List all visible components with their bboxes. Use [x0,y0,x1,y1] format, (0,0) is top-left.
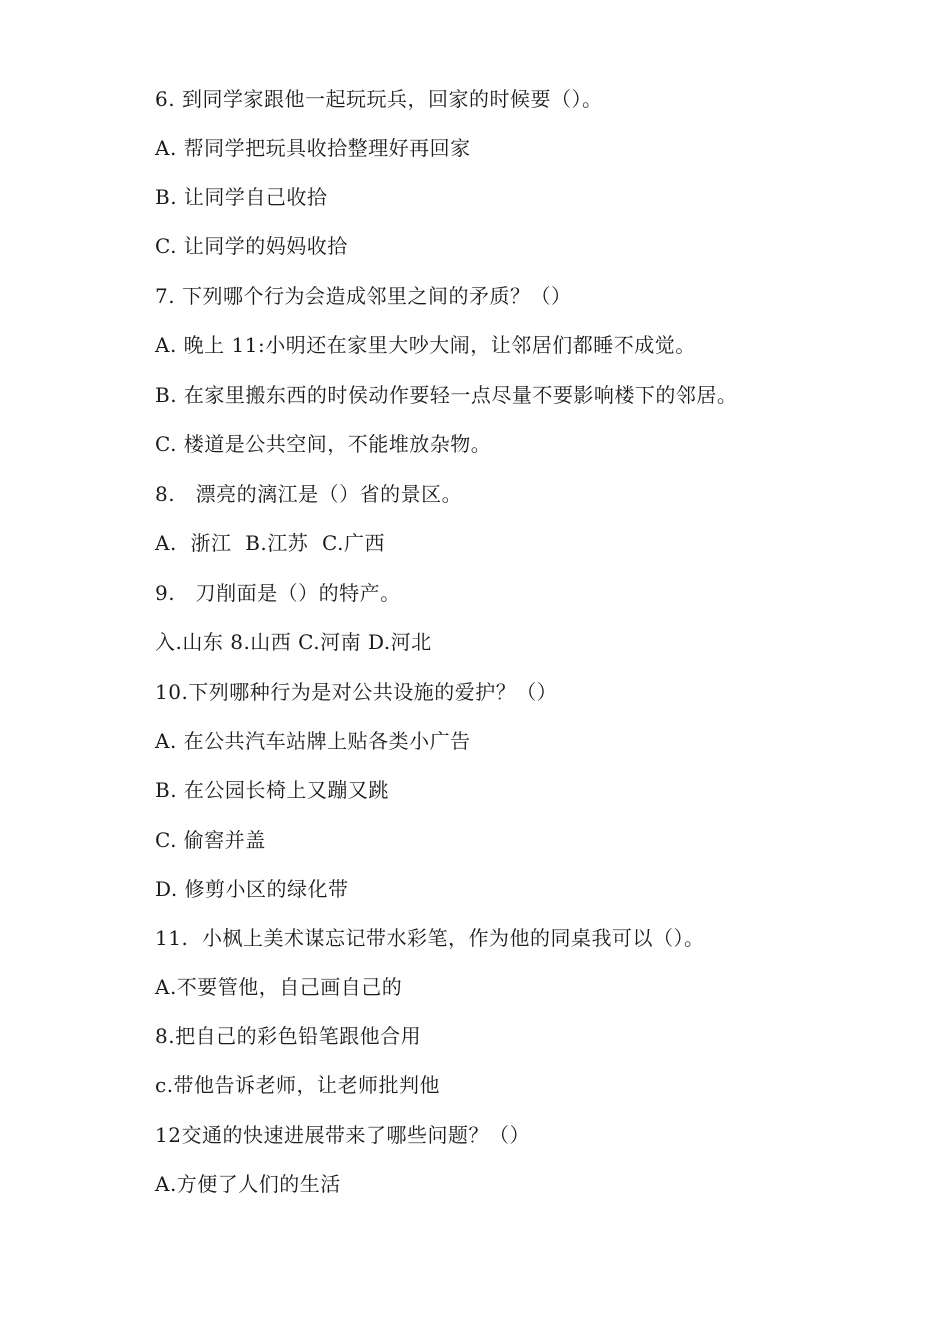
q10-option-c: C. 偷窖并盖 [155,828,266,852]
q6-option-a: A. 帮同学把玩具收拾整理好再回家 [155,136,471,160]
q11-option-a: A.不要管他，自己画自己的 [155,975,403,999]
q10-option-a: A. 在公共汽车站牌上贴各类小广告 [155,729,471,753]
q8-options: A. 浙江 B.江苏 C.广西 [155,531,385,555]
q11-option-b: 8.把自己的彩色铅笔跟他合用 [155,1024,422,1048]
q10-option-b: B. 在公园长椅上又蹦又跳 [155,778,389,802]
q10-option-d: D. 修剪小区的绿化带 [155,877,349,901]
q7-option-b: B. 在家里搬东西的时侯动作要轻一点尽量不要影响楼下的邻居。 [155,383,738,407]
q11-option-c: c.带他告诉老师，让老师批判他 [155,1073,441,1097]
question-10: 10.下列哪种行为是对公共设施的爱护？（） [155,680,558,704]
question-12: 12交通的快速进展带来了哪些问题？（） [155,1123,530,1147]
question-7: 7. 下列哪个行为会造成邻里之间的矛质？（） [155,284,572,308]
q12-option-a: A.方便了人们的生活 [155,1172,341,1196]
q7-option-c: C. 楼道是公共空间，不能堆放杂物。 [155,432,492,456]
q6-option-b: B. 让同学自己收拾 [155,185,328,209]
question-8: 8. 漂亮的漓江是（）省的景区。 [155,482,463,506]
question-11: 11. 小枫上美术谋忘记带水彩笔，作为他的同桌我可以（）。 [155,926,705,950]
q7-option-a: A. 晚上 11:小明还在家里大吵大闹，让邻居们都睡不成觉。 [155,333,696,357]
question-9: 9. 刀削面是（）的特产。 [155,581,401,605]
question-6: 6. 到同学家跟他一起玩玩兵，回家的时候要（）。 [155,87,603,111]
q6-option-c: C. 让同学的妈妈收拾 [155,234,348,258]
q9-options: 入.山东 8.山西 C.河南 D.河北 [155,630,432,654]
